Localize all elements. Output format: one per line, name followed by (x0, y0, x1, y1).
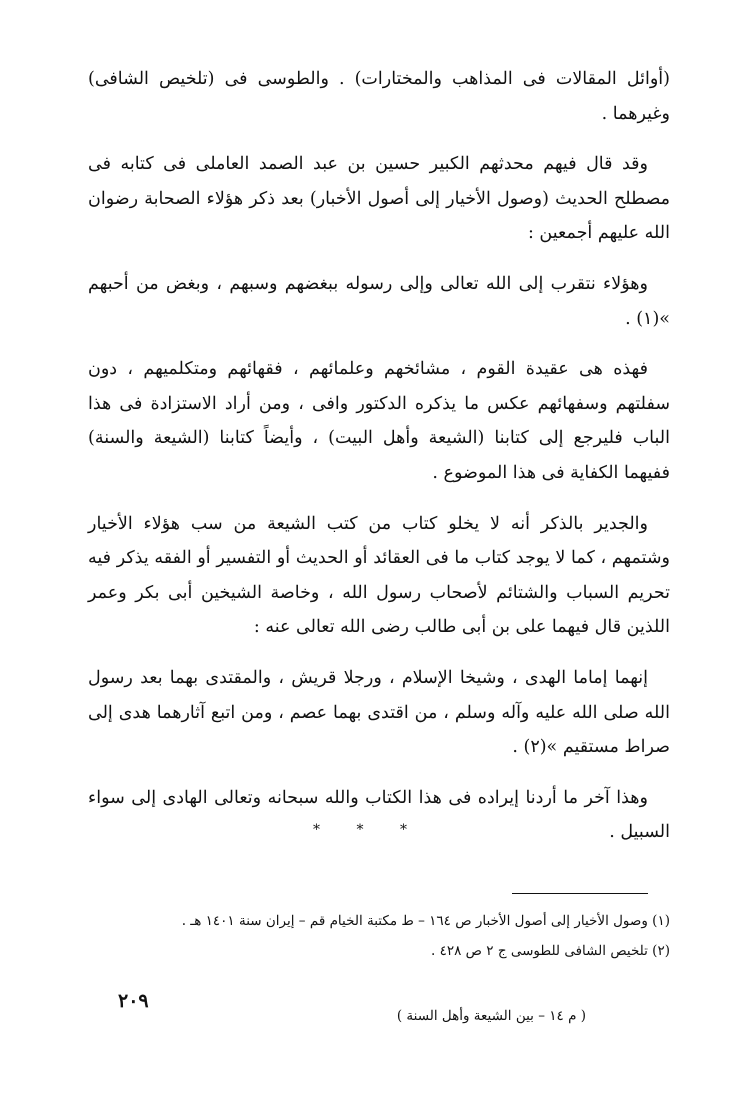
paragraph-2: وقد قال فيهم محدثهم الكبير حسين بن عبد الصمد العاملى فى كتابه فى مصطلح الحديث (وصول الأخيار إلى أصول الأخبار) بعد ذكر هؤلاء الصحابة رضوان الله عليهم أجمعين : (88, 154, 670, 244)
footnote-1: (١) وصول الأخيار إلى أصول الأخبار ص ١٦٤ – ط مكتبة الخيام قم – إيران سنة ١٤٠١ هـ . (181, 913, 670, 929)
section-separator: * * * (313, 822, 423, 838)
footnote-2: (٢) تلخيص الشافى للطوسى ج ٢ ص ٤٢٨ . (431, 943, 670, 959)
printer-signature: ( م ١٤ – بين الشيعة وأهل السنة ) (396, 1008, 586, 1024)
closing-paragraph: وهذا آخر ما أردنا إيراده فى هذا الكتاب والله سبحانه وتعالى الهادى إلى سواء السبيل . (88, 787, 670, 843)
footnotes (88, 908, 670, 968)
quote-paragraph-1: وهؤلاء نتقرب إلى الله تعالى وإلى رسوله ببغضهم وسبهم ، وبغض من أحبهم »(١) . (88, 273, 670, 329)
page-number: ٢٠٩ (118, 990, 149, 1012)
footnote-rule (512, 893, 648, 894)
paragraph-1: (أوائل المقالات فى المذاهب والمختارات) . والطوسى فى (تلخيص الشافى) وغيرهما . (88, 69, 670, 124)
main-text (88, 62, 670, 866)
paragraph-3: فهذه هى عقيدة القوم ، مشائخهم وعلمائهم ، فقهائهم ومتكلميهم ، دون سفلتهم وسفهائهم عكس ما يذكره الدكتور وافى ، ومن أراد الاستزادة فى هذا الباب فليرجع إلى كتابنا (الشيعة وأهل البيت) ، وأيضاً كتابنا (الشيعة والسنة) ففيهما الكفاية فى هذا الموضوع . (88, 359, 670, 483)
quote-paragraph-2: إنهما إماما الهدى ، وشيخا الإسلام ، ورجلا قريش ، والمقتدى بهما بعد رسول الله صلى الله عليه وآله وسلم ، من اقتدى بهما عصم ، ومن اتبع آثارهما هدى إلى صراط مستقيم »(٢) . (88, 667, 670, 758)
paragraph-4: والجدير بالذكر أنه لا يخلو كتاب من كتب الشيعة من سب هؤلاء الأخيار وشتمهم ، كما لا يوجد كتاب ما فى العقائد أو الحديث أو التفسير أو الفقه يذكر فيه تحريم السباب والشتائم لأصحاب رسول الله ، وخاصة الشيخين أبى بكر وعمر اللذين قال فيهما على بن أبى طالب رضى الله تعالى عنه : (88, 513, 670, 638)
page-footer (88, 990, 670, 1040)
